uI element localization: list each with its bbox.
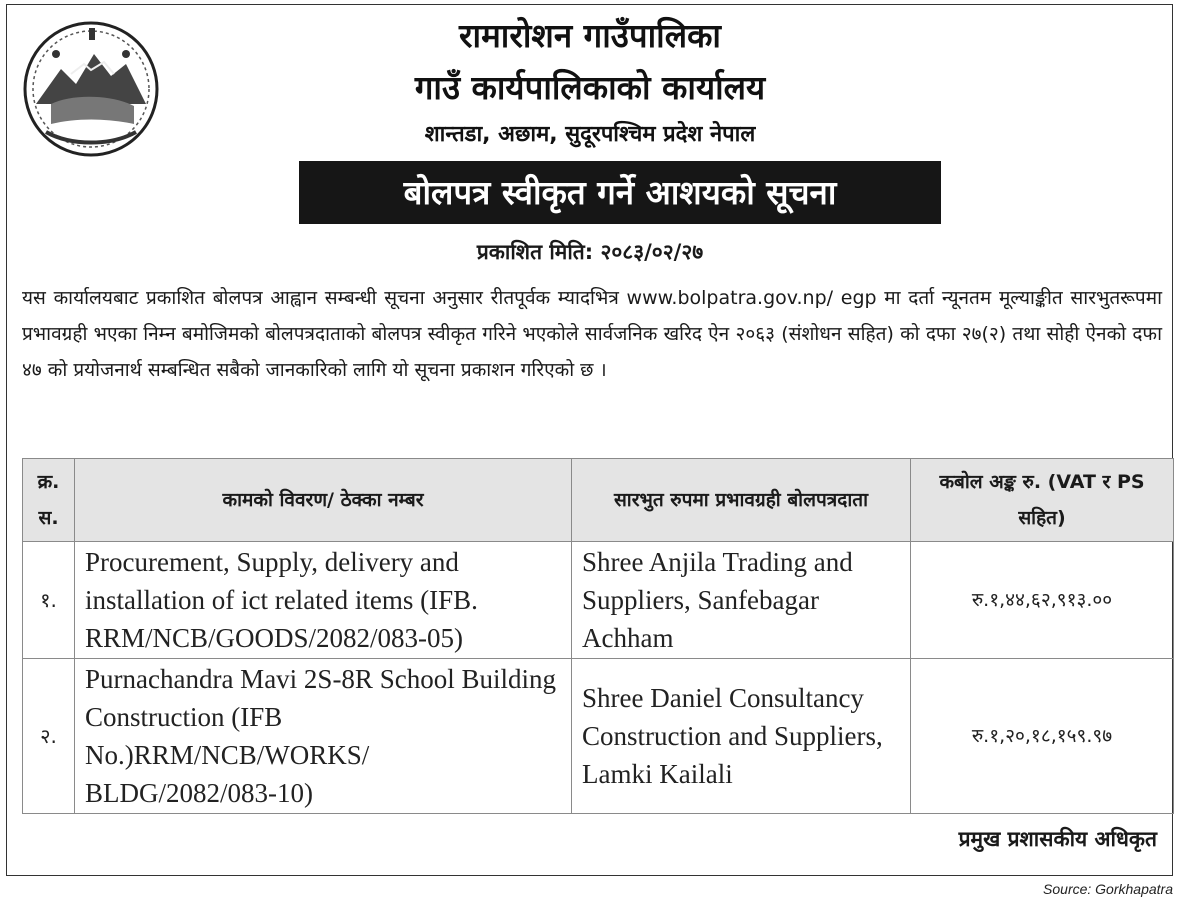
nepal-government-emblem-icon bbox=[16, 14, 166, 164]
row-sn: १. bbox=[23, 542, 75, 659]
source-credit: Source: Gorkhapatra bbox=[1043, 881, 1173, 897]
header-sn: क्र. स. bbox=[23, 459, 75, 542]
signature-title: प्रमुख प्रशासकीय अधिकृत bbox=[958, 827, 1157, 851]
row-description: Procurement, Supply, delivery and installation of ict related items (IFB. RRM/NCB/GOODS/2082/083-05) bbox=[75, 542, 572, 659]
table-header-row bbox=[23, 459, 1174, 542]
row-description: Purnachandra Mavi 2S-8R School Building Construction (IFB No.)RRM/NCB/WORKS/ BLDG/2082/083-10) bbox=[75, 659, 572, 814]
row-amount: रु.१,२०,१८,१५९.९७ bbox=[911, 659, 1174, 814]
row-sn: २. bbox=[23, 659, 75, 814]
table-row bbox=[23, 542, 1174, 659]
office-subtitle: गाउँ कार्यपालिकाको कार्यालय bbox=[414, 68, 766, 107]
header-description: कामको विवरण/ ठेक्का नम्बर bbox=[75, 459, 572, 542]
notice-body: यस कार्यालयबाट प्रकाशित बोलपत्र आह्वान सम्बन्धी सूचना अनुसार रीतपूर्वक म्यादभित्र www.bolpatra.gov.np/ egp मा दर्ता न्यूनतम मूल्याङ्कीत सारभुतरूपमा प्रभावग्रही भएका निम्न बमोजिमको बोलपत्रदाताको बोलपत्र स्वीकृत गरिने भएकोले सार्वजनिक खरिद ऐन २०६३ (संशोधन सहित) को दफा २७(२) तथा सोही ऐनको दफा ४७ को प्रयोजनार्थ सम्बन्धित सबैको जानकारिको लागि यो सूचना प्रकाशन गरिएको छ । bbox=[22, 287, 1162, 381]
office-address: शान्तडा, अछाम, सुदूरपश्चिम प्रदेश नेपाल bbox=[424, 122, 756, 147]
notice-title-banner: बोलपत्र स्वीकृत गर्ने आशयको सूचना bbox=[299, 161, 941, 224]
award-table bbox=[22, 458, 1174, 814]
row-bidder: Shree Daniel Consultancy Construction and Suppliers, Lamki Kailali bbox=[572, 659, 911, 814]
header-bidder: सारभुत रुपमा प्रभावग्रही बोलपत्रदाता bbox=[572, 459, 911, 542]
table-row bbox=[23, 659, 1174, 814]
row-amount: रु.१,४४,६२,९१३.०० bbox=[911, 542, 1174, 659]
office-name: रामारोशन गाउँपालिका bbox=[459, 16, 721, 55]
header-amount: कबोल अङ्क रु. (VAT र PS सहित) bbox=[911, 459, 1174, 542]
published-date: प्रकाशित मिति: २०८३/०२/२७ bbox=[476, 240, 704, 264]
row-bidder: Shree Anjila Trading and Suppliers, Sanfebagar Achham bbox=[572, 542, 911, 659]
